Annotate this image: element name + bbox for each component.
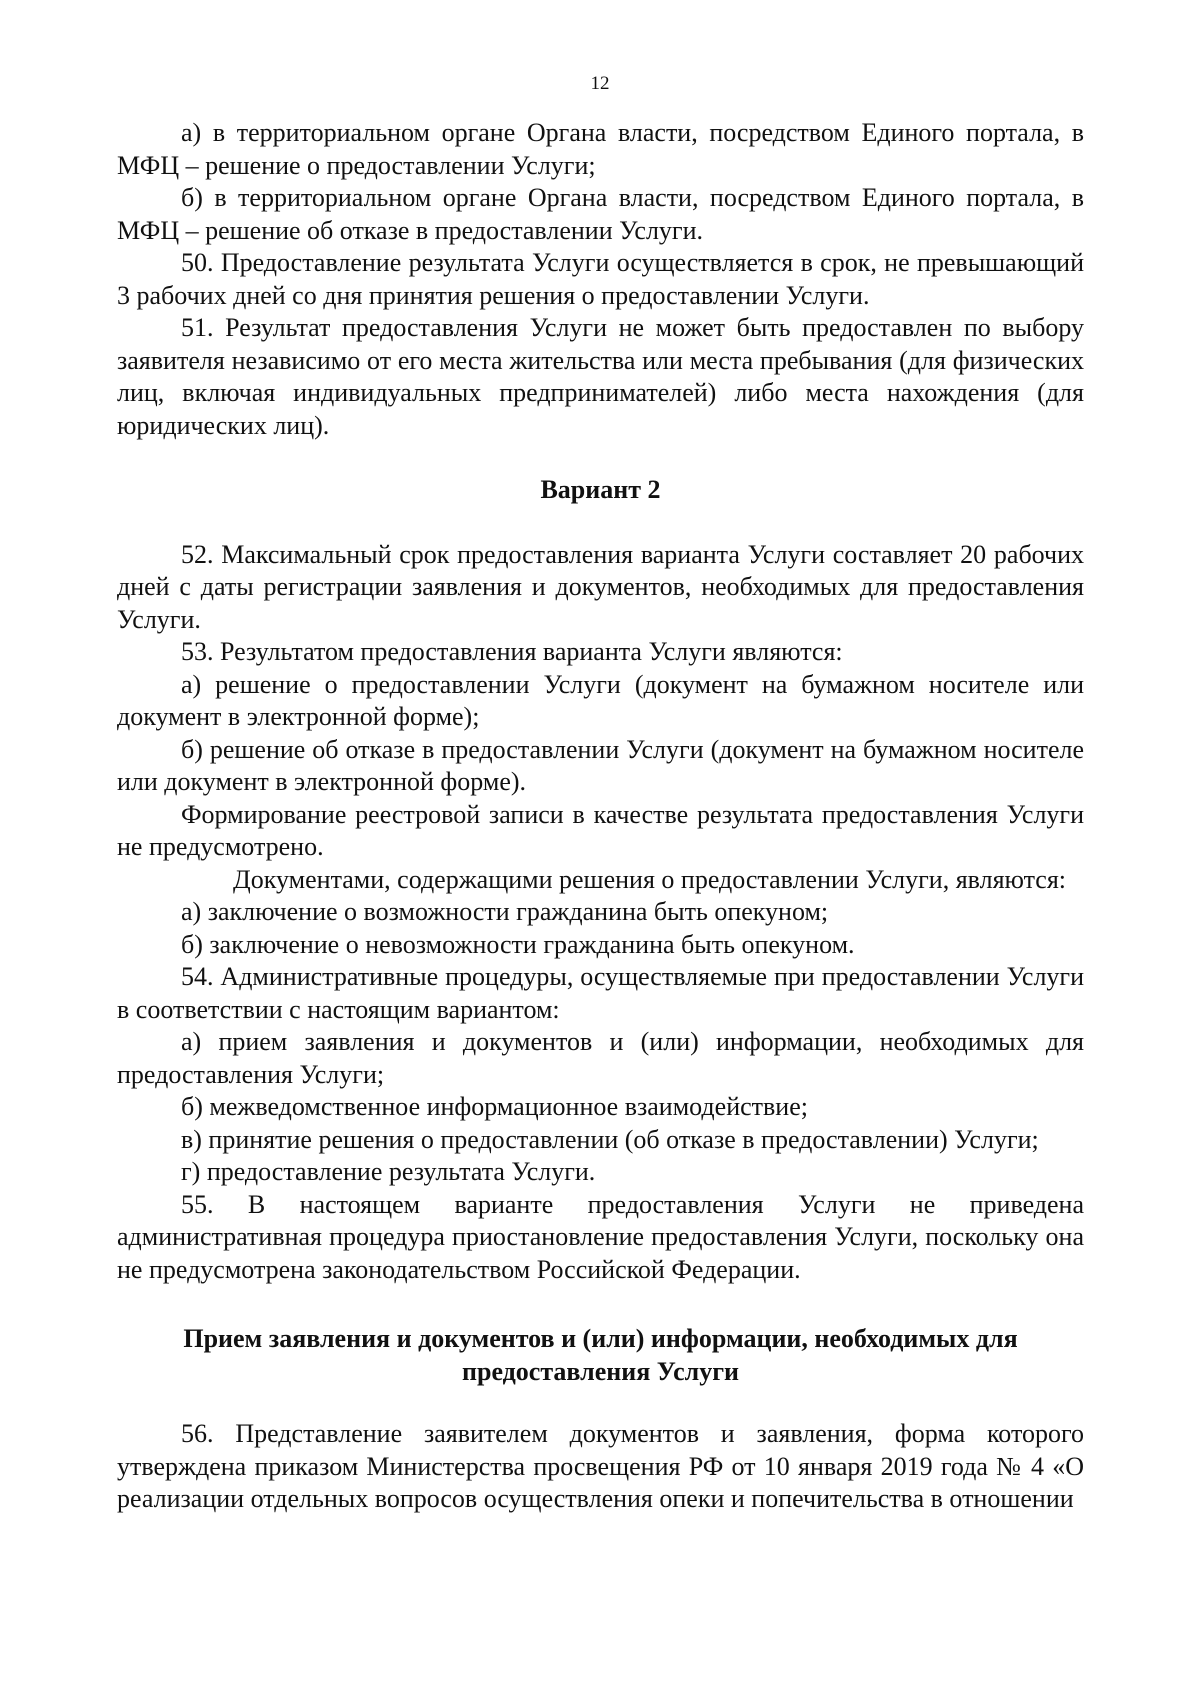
paragraph-54a: а) прием заявления и документов и (или) информации, необходимых для предоставления Услуги; [117, 1027, 1084, 1089]
paragraph-decision-doc-a: а) заключение о возможности гражданина быть опекуном; [181, 897, 829, 926]
paragraph-registry-record: Формирование реестровой записи в качестве результата предоставления Услуги не предусмотрено. [117, 799, 1084, 861]
paragraph-53: 53. Результатом предоставления варианта Услуги являются: [181, 637, 843, 666]
paragraph-54b: б) межведомственное информационное взаимодействие; [181, 1092, 808, 1121]
paragraph-53a: а) решение о предоставлении Услуги (документ на бумажном носителе или документ в электронной форме); [117, 669, 1084, 731]
paragraph-decision-doc-b: б) заключение о невозможности гражданина быть опекуном. [181, 929, 855, 959]
paragraph-54: 54. Административные процедуры, осуществляемые при предоставлении Услуги в соответствии с настоящим вариантом: [117, 962, 1084, 1024]
paragraph-52: 52. Максимальный срок предоставления варианта Услуги составляет 20 рабочих дней с даты регистрации заявления и документов, необходимых для предоставления Услуги. [117, 539, 1084, 634]
paragraph-55: 55. В настоящем варианте предоставления Услуги не приведена административная процедура приостановление предоставления Услуги, поскольку она не предусмотрена законодательством Российской Федерации. [117, 1189, 1084, 1284]
page-number: 12 [590, 73, 610, 94]
document-body [117, 117, 1084, 1516]
section-heading-variant-2: Вариант 2 [540, 475, 661, 504]
paragraph-53b: б) решение об отказе в предоставлении Услуги (документ на бумажном носителе или документ в электронной форме). [117, 734, 1084, 796]
paragraph-54c: в) принятие решения о предоставлении (об отказе в предоставлении) Услуги; [181, 1124, 1039, 1154]
paragraph-50: 50. Предоставление результата Услуги осуществляется в срок, не превышающий 3 рабочих дней со дня принятия решения о предоставлении Услуги. [117, 248, 1084, 310]
section-heading-reception: Прием заявления и документов и (или) информации, необходимых для предоставления Услуги [183, 1324, 1018, 1386]
paragraph-49b: б) в территориальном органе Органа власти, посредством Единого портала, в МФЦ – решение об отказе в предоставлении Услуги. [117, 183, 1084, 245]
paragraph-51: 51. Результат предоставления Услуги не может быть предоставлен по выбору заявителя независимо от его места жительства или места пребывания (для физических лиц, включая индивидуальных предпринимателей) либо места нахождения (для юридических лиц). [117, 313, 1084, 440]
paragraph-decision-documents: Документами, содержащими решения о предоставлении Услуги, являются: [233, 864, 1067, 894]
paragraph-49a: а) в территориальном органе Органа власти, посредством Единого портала, в МФЦ – решение о предоставлении Услуги; [117, 118, 1084, 180]
paragraph-56: 56. Представление заявителем документов и заявления, форма которого утверждена приказом Министерства просвещения РФ от 10 января 2019 года № 4 «О реализации отдельных вопросов осуществления опеки и попечительства в отношении [117, 1419, 1084, 1513]
paragraph-54d: г) предоставление результата Услуги. [181, 1157, 596, 1186]
